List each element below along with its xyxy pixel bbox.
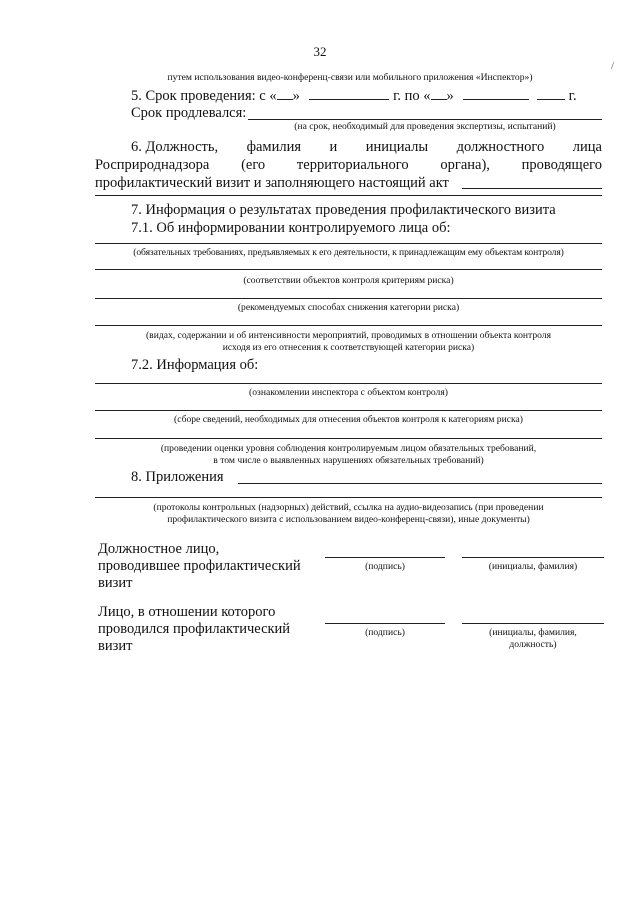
item72-caption-b: (сборе сведений, необходимых для отнесения объектов контроля к категориям риска) [174, 414, 523, 425]
extended-label: Срок продлевался: [131, 105, 247, 121]
signature-label-line: визит [98, 575, 133, 591]
item71-caption-d2: исходя из его отнесения к соответствующей категории риска) [222, 342, 475, 353]
item6-word: и [329, 139, 338, 155]
item6-word: территориального [296, 157, 409, 173]
item6-word: фамилия [246, 139, 302, 155]
month-end-field[interactable] [463, 86, 529, 100]
item6-line3: профилактический визит и заполняющего настоящий акт [95, 175, 449, 191]
item8-field-2[interactable] [95, 497, 602, 498]
year-end-field[interactable] [537, 86, 565, 100]
item71-caption-d1: (видах, содержании и об интенсивности мероприятий, проводимых в отношении объекта контроля [145, 330, 552, 341]
month-start-field[interactable] [309, 86, 389, 100]
item72-heading: 7.2. Информация об: [131, 357, 259, 373]
item72-caption-c2: в том числе о выявленных нарушениях обязательных требований) [213, 455, 484, 466]
item5-year-end: г. [568, 88, 577, 104]
signature-label-line: визит [98, 638, 133, 654]
edge-mark: / [611, 60, 615, 72]
day-start-field[interactable] [277, 86, 293, 100]
signature-official-label [98, 541, 301, 592]
signature-official-sign-caption: (подпись) [365, 561, 405, 572]
signature-controlled-name-caption-2: должность) [509, 639, 557, 650]
item71-field-d[interactable] [95, 325, 602, 326]
signature-official-name-caption: (инициалы, фамилия) [488, 561, 578, 572]
item6-word: Росприроднадзора [95, 157, 210, 173]
item5-label: 5. Срок проведения: с « [131, 88, 277, 104]
item6-field-1[interactable] [462, 188, 602, 189]
item72-field-c[interactable] [95, 438, 602, 439]
item8-label: 8. Приложения [131, 469, 224, 485]
item71-field-c[interactable] [95, 298, 602, 299]
item71-field-b[interactable] [95, 269, 602, 270]
signature-official-name-field[interactable] [462, 557, 604, 558]
item6-line2 [95, 156, 602, 174]
item71-caption-b: (соответствии объектов контроля критериям риска) [243, 275, 454, 286]
page-number: 32 [313, 44, 327, 59]
extended-field[interactable] [248, 119, 602, 120]
item71-caption-a: (обязательных требованиях, предъявляемых к его деятельности, к принадлежащим ему объектам контроля) [133, 247, 564, 258]
item72-caption-a: (ознакомлении инспектора с объектом контроля) [249, 387, 448, 398]
item71-heading: 7.1. Об информировании контролируемого лица об: [131, 220, 451, 236]
item72-field-b[interactable] [95, 410, 602, 411]
item72-field-a[interactable] [95, 383, 602, 384]
item5-year-to: г. по « [393, 88, 431, 104]
signature-controlled-name-field[interactable] [462, 623, 604, 624]
item6-word: должностного [456, 139, 545, 155]
item6-word: (его [241, 157, 266, 173]
item6-word: инициалы [365, 139, 429, 155]
signature-label-line: проводился профилактический [98, 621, 291, 637]
signature-controlled-label [98, 604, 290, 655]
item8-field-1[interactable] [238, 483, 602, 484]
signature-controlled-sign-caption: (подпись) [365, 627, 405, 638]
signature-official-sign-field[interactable] [325, 557, 445, 558]
item6-word: проводящего [521, 157, 602, 173]
signature-label-line: Лицо, в отношении которого [98, 604, 276, 620]
item5-quote-close-1: » [292, 88, 300, 104]
extended-caption: (на срок, необходимый для проведения экспертизы, испытаний) [294, 121, 556, 132]
day-end-field[interactable] [431, 86, 447, 100]
item6-word: 6. Должность, [131, 139, 219, 155]
item71-field-a[interactable] [95, 243, 602, 244]
item8-caption-1: (протоколы контрольных (надзорных) действий, ссылка на аудио-видеозапись (при проведении [153, 502, 544, 513]
signature-label-line: проводившее профилактический [98, 558, 301, 574]
item7-title: 7. Информация о результатах проведения профилактического визита [131, 202, 556, 218]
item71-caption-c: (рекомендуемых способах снижения категории риска) [237, 302, 460, 313]
signature-controlled-sign-field[interactable] [325, 623, 445, 624]
item5-quote-close-2: » [446, 88, 454, 104]
item72-caption-c1: (проведении оценки уровня соблюдения контролируемым лицом обязательных требований, [160, 443, 537, 454]
item5-line [131, 86, 577, 105]
item8-caption-2: профилактического визита с использованием видео-конференц-связи), иные документы) [167, 514, 530, 525]
item6-field-2[interactable] [95, 195, 602, 196]
item6-word: лица [572, 139, 602, 155]
item6-line1 [131, 138, 602, 156]
item6-word: органа), [440, 157, 490, 173]
signature-controlled-name-caption-1: (инициалы, фамилия, [489, 627, 577, 638]
caption-video-conference: путем использования видео-конференц-связи или мобильного приложения «Инспектор») [167, 72, 533, 83]
signature-label-line: Должностное лицо, [98, 541, 220, 557]
